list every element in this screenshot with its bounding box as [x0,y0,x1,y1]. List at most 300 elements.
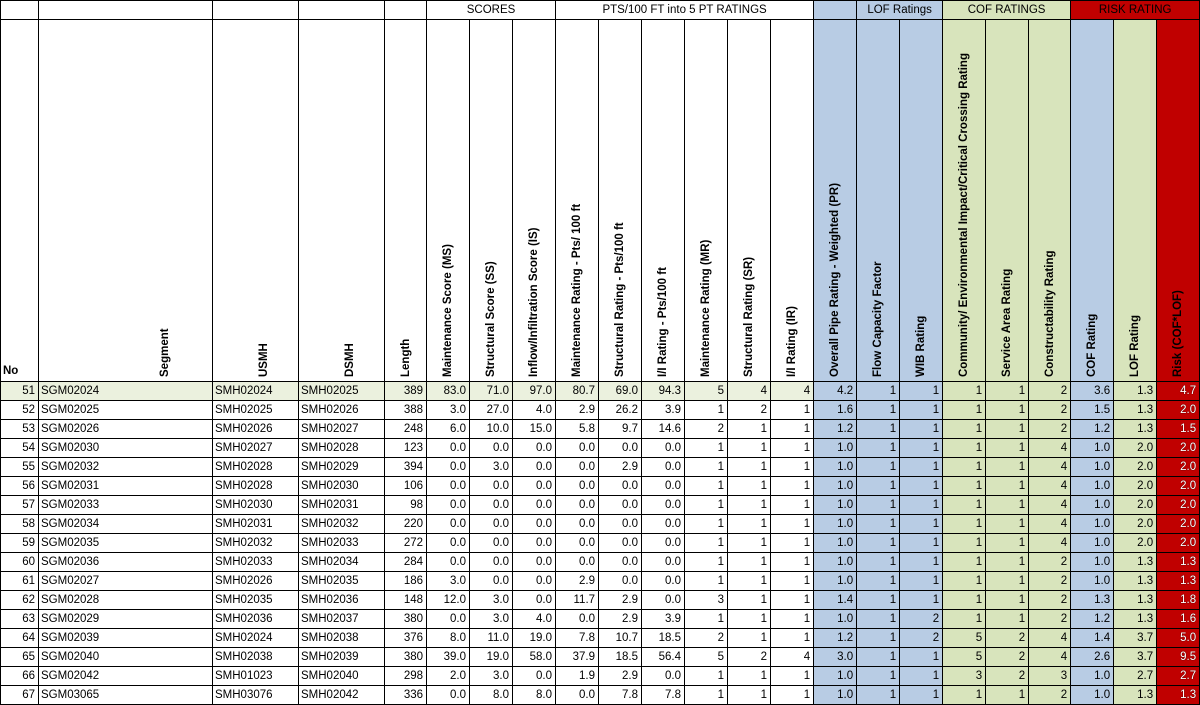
header-community: Community/ Environmental Impact/Critical Crossing Rating [943,20,986,382]
table-cell: 0.0 [556,515,599,534]
table-cell: SMH02035 [299,572,385,591]
table-cell: 2 [685,629,728,648]
table-cell: 5 [685,382,728,401]
table-cell: 1 [986,496,1029,515]
table-cell: SGM02028 [39,591,213,610]
table-cell: SMH01023 [213,667,299,686]
table-cell: 0.0 [556,496,599,515]
table-cell: 56.4 [642,648,685,667]
table-cell: SGM02039 [39,629,213,648]
table-cell: SGM03065 [39,686,213,705]
table-cell: 2.0 [1157,401,1200,420]
table-cell: 1 [857,496,900,515]
table-cell: 0.0 [427,439,470,458]
table-cell: 1.3 [1114,553,1157,572]
table-cell: 1.0 [814,686,857,705]
table-cell: 56 [1,477,39,496]
table-cell: 1 [857,439,900,458]
table-cell: 97.0 [513,382,556,401]
table-cell: SMH02028 [213,477,299,496]
table-cell: 58 [1,515,39,534]
table-row [1,458,1200,477]
table-cell: 71.0 [470,382,513,401]
table-cell: 1 [857,591,900,610]
table-cell: 0.0 [513,667,556,686]
table-cell: 57 [1,496,39,515]
table-cell: 186 [385,572,427,591]
table-cell: 18.5 [642,629,685,648]
table-cell: 1.3 [1157,686,1200,705]
column-header-row [1,20,1200,382]
table-cell: SGM02040 [39,648,213,667]
table-cell: 0.0 [513,515,556,534]
table-cell: 1 [900,515,943,534]
table-cell: 1 [728,439,771,458]
table-cell: SMH02024 [213,382,299,401]
table-cell: 2 [986,629,1029,648]
table-cell: 0.0 [513,553,556,572]
table-cell: 66 [1,667,39,686]
table-cell: SMH02038 [299,629,385,648]
table-cell: 1 [986,572,1029,591]
table-cell: 1.0 [814,515,857,534]
table-cell: 3.0 [814,648,857,667]
table-cell: SMH02036 [213,610,299,629]
header-wib: WIB Rating [900,20,943,382]
table-cell: 1 [857,458,900,477]
table-cell: 1 [685,458,728,477]
table-cell: 2 [1029,591,1071,610]
table-cell: 0.0 [642,553,685,572]
table-cell: 1 [943,382,986,401]
table-cell: 2.0 [1114,458,1157,477]
table-row [1,401,1200,420]
table-cell: 4 [1029,439,1071,458]
table-cell: 1 [943,515,986,534]
table-cell: 1 [900,572,943,591]
table-cell: 284 [385,553,427,572]
table-cell: 380 [385,610,427,629]
table-cell: 0.0 [642,534,685,553]
table-cell: 37.9 [556,648,599,667]
table-cell: 2 [728,648,771,667]
table-cell: 272 [385,534,427,553]
table-cell: 1 [771,667,814,686]
table-cell: 3.6 [1071,382,1114,401]
table-cell: 1 [771,439,814,458]
table-cell: SMH02025 [213,401,299,420]
table-cell: 1.2 [1071,420,1114,439]
table-cell: 0.0 [556,610,599,629]
table-cell: 0.0 [513,572,556,591]
table-cell: 94.3 [642,382,685,401]
table-cell: 1.3 [1114,572,1157,591]
table-cell: 1 [900,534,943,553]
table-cell: 1 [857,515,900,534]
table-cell: SGM02027 [39,572,213,591]
table-cell: 1 [728,667,771,686]
header-pr: Overall Pipe Rating - Weighted (PR) [814,20,857,382]
table-cell: 1 [900,382,943,401]
table-cell: 58.0 [513,648,556,667]
table-cell: 2.0 [1114,496,1157,515]
table-cell: 10.7 [599,629,642,648]
table-cell: SMH03076 [213,686,299,705]
table-cell: 376 [385,629,427,648]
table-cell: 2.9 [556,572,599,591]
table-cell: 1.0 [814,477,857,496]
header-service: Service Area Rating [986,20,1029,382]
table-cell: 0.0 [470,534,513,553]
table-cell: 1 [771,401,814,420]
table-cell: 1 [857,534,900,553]
table-cell: 59 [1,534,39,553]
table-cell: 1 [943,553,986,572]
table-cell: 2 [1029,553,1071,572]
table-cell: 1.0 [1071,439,1114,458]
header-segment: Segment [39,20,213,382]
table-cell: 1.0 [814,534,857,553]
table-cell: SMH02029 [299,458,385,477]
header-construct: Constructability Rating [1029,20,1071,382]
table-cell: 1 [986,686,1029,705]
table-cell: 7.8 [642,686,685,705]
table-cell: 106 [385,477,427,496]
table-cell: 1.0 [1071,477,1114,496]
table-row [1,382,1200,401]
table-cell: 1 [685,686,728,705]
table-cell: 3 [943,667,986,686]
table-cell: 1 [943,420,986,439]
table-cell: 0.0 [513,591,556,610]
header-mr-pts: Maintenance Rating - Pts/ 100 ft [556,20,599,382]
table-cell: 1.3 [1114,420,1157,439]
table-row [1,591,1200,610]
table-cell: 0.0 [513,477,556,496]
table-cell: 1 [986,534,1029,553]
table-cell: 4 [728,382,771,401]
table-body [1,382,1200,705]
table-cell: 2 [986,667,1029,686]
table-cell: 1.6 [1157,610,1200,629]
table-cell: 3.7 [1114,629,1157,648]
table-cell: 1.3 [1114,401,1157,420]
table-cell: SGM02025 [39,401,213,420]
table-cell: SGM02032 [39,458,213,477]
table-cell: 3.7 [1114,648,1157,667]
table-cell: 298 [385,667,427,686]
table-cell: 1.3 [1114,610,1157,629]
table-cell: 2 [986,648,1029,667]
table-cell: 1 [857,420,900,439]
header-length: Length [385,20,427,382]
table-row [1,648,1200,667]
table-cell: 1 [771,591,814,610]
table-cell: 69.0 [599,382,642,401]
table-cell: 0.0 [470,572,513,591]
table-cell: 0.0 [642,458,685,477]
table-cell: 1.0 [814,496,857,515]
table-cell: 1.3 [1157,572,1200,591]
table-cell: 1 [900,458,943,477]
table-cell: 4 [771,382,814,401]
table-cell: 0.0 [599,439,642,458]
table-cell: 1 [728,534,771,553]
header-ms: Maintenance Score (MS) [427,20,470,382]
header-mr: Maintenance Rating (MR) [685,20,728,382]
table-cell: 1 [771,477,814,496]
table-cell: 3.0 [427,572,470,591]
table-cell: 1.3 [1114,591,1157,610]
table-cell: 2.0 [1157,515,1200,534]
table-cell: 3.0 [427,401,470,420]
table-cell: 1 [857,648,900,667]
table-cell: SMH02028 [299,439,385,458]
table-cell: 9.7 [599,420,642,439]
group-lof: LOF Ratings [857,1,943,20]
table-cell: 67 [1,686,39,705]
table-cell: 1 [771,534,814,553]
table-cell: 0.0 [513,439,556,458]
table-row [1,420,1200,439]
table-cell: 0.0 [513,458,556,477]
header-is: Inflow/Infiltration Score (IS) [513,20,556,382]
table-cell: 4.2 [814,382,857,401]
table-cell: SGM02042 [39,667,213,686]
table-cell: 2 [1029,610,1071,629]
table-cell: 1.3 [1157,553,1200,572]
table-cell: 12.0 [427,591,470,610]
table-cell: 1 [986,382,1029,401]
table-cell: 3 [685,591,728,610]
table-cell: 394 [385,458,427,477]
table-cell: 1.0 [1071,572,1114,591]
table-cell: 1.3 [1114,686,1157,705]
table-cell: 2.0 [1157,439,1200,458]
table-cell: 53 [1,420,39,439]
header-cof: COF Rating [1071,20,1114,382]
table-cell: 0.0 [556,439,599,458]
table-cell: 8.0 [470,686,513,705]
table-cell: 388 [385,401,427,420]
table-cell: 3.9 [642,401,685,420]
table-cell: 3.0 [470,458,513,477]
table-cell: 0.0 [642,439,685,458]
table-cell: 1 [986,439,1029,458]
table-cell: SMH02036 [299,591,385,610]
table-cell: 1 [857,382,900,401]
table-cell: 1 [685,401,728,420]
table-cell: 0.0 [642,496,685,515]
table-cell: 3.0 [470,610,513,629]
table-row [1,610,1200,629]
table-cell: 1 [728,629,771,648]
table-cell: 4 [1029,477,1071,496]
table-cell: 1.8 [1157,591,1200,610]
table-cell: 1 [943,610,986,629]
table-cell: 1 [986,553,1029,572]
table-cell: 8.0 [513,686,556,705]
table-cell: 3.0 [470,667,513,686]
table-cell: SMH02042 [299,686,385,705]
table-cell: 2 [1029,401,1071,420]
table-cell: 6.0 [427,420,470,439]
table-cell: 0.0 [556,477,599,496]
table-cell: 83.0 [427,382,470,401]
table-cell: 1 [728,610,771,629]
table-cell: 1 [900,496,943,515]
table-cell: SMH02038 [213,648,299,667]
table-cell: 2.9 [556,401,599,420]
table-cell: 1.0 [1071,515,1114,534]
table-cell: 1 [943,496,986,515]
table-cell: 0.0 [427,477,470,496]
table-cell: 1.0 [814,553,857,572]
table-cell: 2.7 [1114,667,1157,686]
table-cell: 15.0 [513,420,556,439]
table-row [1,534,1200,553]
table-cell: 9.5 [1157,648,1200,667]
table-row [1,515,1200,534]
table-cell: 1.9 [556,667,599,686]
table-cell: 1 [900,553,943,572]
table-cell: 1.0 [1071,667,1114,686]
table-cell: 54 [1,439,39,458]
table-cell: 1 [900,686,943,705]
table-cell: 1 [986,591,1029,610]
table-cell: 19.0 [513,629,556,648]
table-cell: SMH02037 [299,610,385,629]
table-cell: 1 [857,610,900,629]
table-cell: 3 [1029,667,1071,686]
table-cell: 2.9 [599,591,642,610]
header-flow: Flow Capacity Factor [857,20,900,382]
table-cell: SMH02026 [299,401,385,420]
table-cell: 1 [900,667,943,686]
table-cell: SMH02026 [213,420,299,439]
table-cell: 5.8 [556,420,599,439]
table-row [1,477,1200,496]
table-cell: 1 [685,515,728,534]
table-cell: 1 [685,477,728,496]
table-cell: 1.0 [1071,686,1114,705]
table-cell: 2.9 [599,610,642,629]
table-cell: SMH02024 [213,629,299,648]
table-cell: 0.0 [599,572,642,591]
table-cell: 1.2 [814,420,857,439]
table-cell: 1.3 [1071,591,1114,610]
table-cell: 11.7 [556,591,599,610]
table-cell: 0.0 [427,496,470,515]
table-cell: 4 [1029,496,1071,515]
table-cell: 26.2 [599,401,642,420]
table-cell: 1.3 [1114,382,1157,401]
table-cell: 1 [986,458,1029,477]
table-cell: 5 [685,648,728,667]
table-cell: 1 [771,496,814,515]
group-header-row [1,1,1200,20]
table-cell: 0.0 [556,458,599,477]
table-cell: 0.0 [642,591,685,610]
table-cell: 1 [728,496,771,515]
table-cell: 0.0 [427,610,470,629]
table-cell: 1 [728,515,771,534]
table-cell: 1 [986,515,1029,534]
table-cell: 1.4 [814,591,857,610]
table-cell: 2.0 [1114,477,1157,496]
table-cell: 1 [943,572,986,591]
table-cell: 3.9 [642,610,685,629]
table-cell: 2 [900,610,943,629]
table-cell: 4.0 [513,401,556,420]
table-cell: 2.0 [427,667,470,686]
table-cell: 0.0 [427,534,470,553]
table-cell: 1 [728,553,771,572]
header-risk: Risk (COF*LOF) [1157,20,1200,382]
table-cell: 1 [728,591,771,610]
table-cell: 1.0 [814,610,857,629]
header-no: No [1,20,39,382]
table-cell: 1 [771,515,814,534]
table-cell: 0.0 [470,496,513,515]
table-cell: 0.0 [427,553,470,572]
table-cell: 1 [986,420,1029,439]
table-cell: 2.0 [1157,458,1200,477]
table-cell: 1 [771,629,814,648]
table-cell: 1 [943,591,986,610]
table-cell: 18.5 [599,648,642,667]
table-cell: 1 [900,648,943,667]
table-cell: 51 [1,382,39,401]
table-cell: SGM02036 [39,553,213,572]
table-cell: SMH02030 [213,496,299,515]
table-cell: 0.0 [599,477,642,496]
table-row [1,572,1200,591]
table-cell: 1 [857,667,900,686]
table-cell: 3.0 [470,591,513,610]
table-cell: SGM02030 [39,439,213,458]
table-cell: 0.0 [642,477,685,496]
table-cell: SMH02032 [299,515,385,534]
table-cell: 0.0 [470,477,513,496]
table-cell: 2.0 [1157,496,1200,515]
table-cell: 1 [900,477,943,496]
table-cell: SMH02028 [213,458,299,477]
table-cell: 1.0 [1071,496,1114,515]
table-cell: 0.0 [642,572,685,591]
table-cell: 64 [1,629,39,648]
table-cell: 80.7 [556,382,599,401]
table-cell: 1 [728,572,771,591]
table-cell: 1.5 [1157,420,1200,439]
table-cell: 0.0 [513,534,556,553]
table-cell: 1 [728,686,771,705]
table-cell: 1.4 [1071,629,1114,648]
table-cell: 5 [943,648,986,667]
table-cell: 1 [986,401,1029,420]
table-cell: SMH02034 [299,553,385,572]
table-cell: SGM02034 [39,515,213,534]
header-ir: I/I Rating (IR) [771,20,814,382]
table-cell: 4 [771,648,814,667]
header-ir-pts: I/I Rating - Pts/100 ft [642,20,685,382]
table-cell: 14.6 [642,420,685,439]
table-cell: 1.0 [814,439,857,458]
group-cof: COF RATINGS [943,1,1071,20]
table-cell: SMH02039 [299,648,385,667]
table-cell: 8.0 [427,629,470,648]
table-cell: 98 [385,496,427,515]
